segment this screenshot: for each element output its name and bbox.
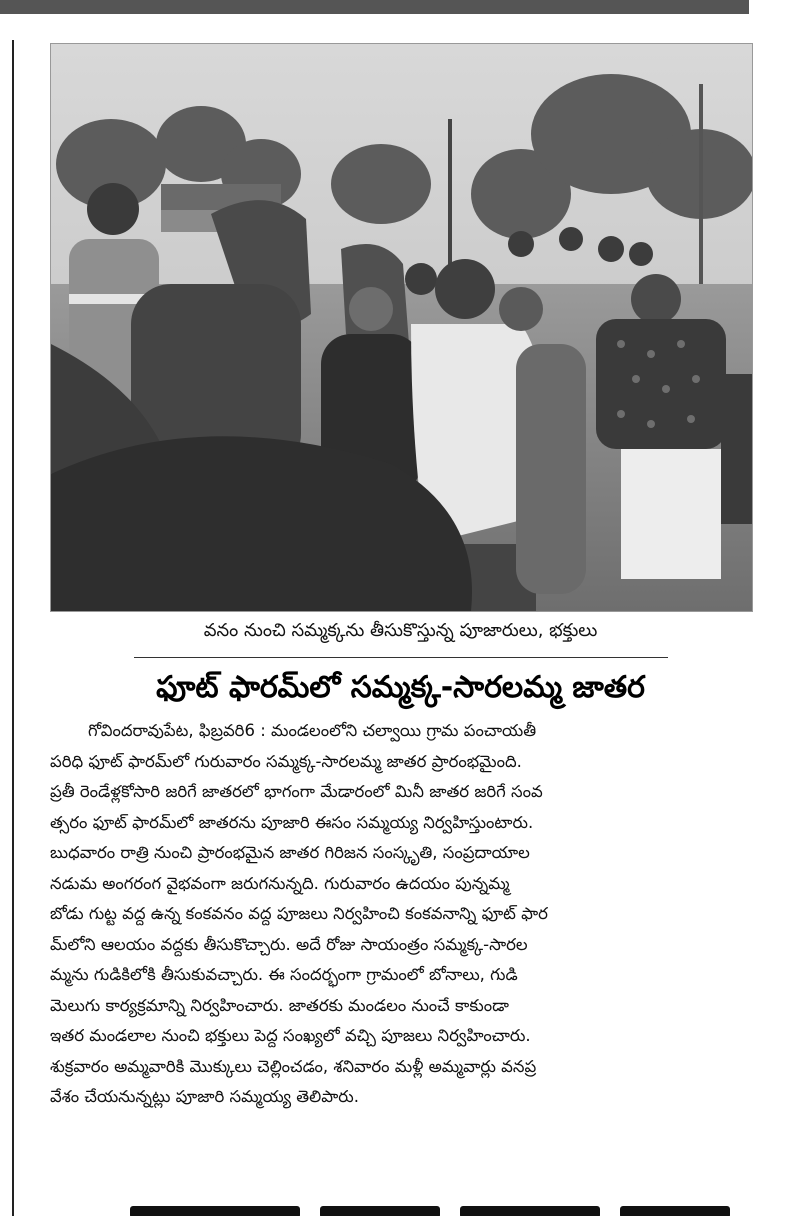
caption-underline	[134, 657, 668, 658]
cropped-text-fragment	[320, 1206, 440, 1216]
article-body	[50, 716, 751, 1113]
cropped-text-fragment	[130, 1206, 300, 1216]
body-line: ఇతర మండలాల నుంచి భక్తులు పెద్ద సంఖ్యలో వచ్చి పూజలు నిర్వహించారు.	[50, 1026, 531, 1045]
body-line: మ్మను గుడికిలోకి తీసుకువచ్చారు. ఈ సందర్భంగా గ్రామంలో బోనాలు, గుడి	[50, 965, 518, 984]
photo-illustration	[51, 44, 752, 611]
body-line: బుధవారం రాత్రి నుంచి ప్రారంభమైన జాతర గిరిజన సంస్కృతి, సంప్రదాయాల	[50, 843, 530, 862]
body-line: మ్‌లోని ఆలయం వద్దకు తీసుకొచ్చారు. అదే రోజు సాయంత్రం సమ్మక్క-సారల	[50, 934, 528, 954]
body-line: నడుమ అంగరంగ వైభవంగా జరుగనున్నది. గురువారం ఉదయం పున్నమ్మ	[50, 873, 510, 893]
body-line: ప్రతీ రెండేళ్లకోసారి జరిగే జాతరలో భాగంగా మేడారంలో మినీ జాతర జరిగే సంవ	[50, 782, 543, 801]
body-line: బోడు గుట్ట వద్ద ఉన్న కంకవనం వద్ద పూజలు నిర్వహించి కంకవనాన్ని ఫూట్ ఫార	[50, 904, 548, 923]
news-photo	[50, 43, 753, 612]
body-line: మెలుగు కార్యక్రమాన్ని నిర్వహించారు. జాతరకు మండలం నుంచే కాకుండా	[50, 995, 509, 1015]
photo-caption: వనం నుంచి సమ్మక్కను తీసుకొస్తున్న పూజారులు, భక్తులు	[203, 620, 598, 641]
body-line: శుక్రవారం అమ్మవారికి మొక్కులు చెల్లించడం, శనివారం మళ్లీ అమ్మవార్లు వనప్ర	[50, 1056, 537, 1076]
cropped-text-fragment	[460, 1206, 600, 1216]
article-headline: ఫూట్ ఫారమ్‌లో సమ్మక్క-సారలమ్మ జాతర	[156, 670, 645, 705]
body-line: పరిధి ఫూట్ ఫారమ్‌లో గురువారం సమ్మక్క-సారలమ్మ జాతర ప్రారంభమైంది.	[50, 751, 522, 771]
top-rule	[0, 0, 749, 14]
body-line: త్సరం ఫూట్ ఫారమ్‌లో జాతరను పూజారి ఈసం సమ్మయ్య నిర్వహిస్తుంటారు.	[50, 812, 534, 832]
cropped-text-fragment	[620, 1206, 730, 1216]
next-article-headline-cropped	[50, 1198, 751, 1216]
body-line: వేశం చేయనున్నట్లు పూజారి సమ్మయ్య తెలిపారు.	[50, 1087, 359, 1106]
body-line: గోవిందరావుపేట, ఫిబ్రవరి6 : మండలంలోని చల్వాయి గ్రామ పంచాయతీ	[88, 721, 537, 740]
column-rule	[12, 40, 14, 1216]
